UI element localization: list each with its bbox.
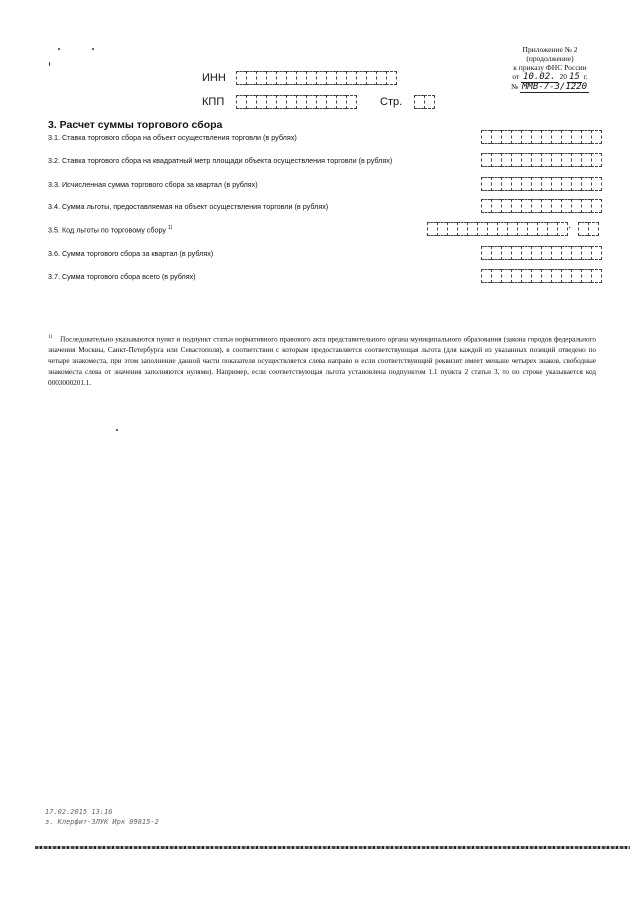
row-3-6-label: 3.6. Сумма торгового сбора за квартал (в рублях) <box>48 249 214 258</box>
page-number-label: Стр. <box>380 96 403 108</box>
row-3-5-footnote-ref: 1) <box>168 225 173 231</box>
row-3-7-cells[interactable] <box>481 269 602 282</box>
inn-label: ИНН <box>202 72 226 84</box>
appendix-reference <box>490 45 610 92</box>
appendix-line1: Приложение № 2 <box>522 45 578 54</box>
row-3-2-cells[interactable] <box>481 153 602 166</box>
appendix-date-handwritten: 10.02. <box>523 72 556 82</box>
appendix-date: от 10.02. 20 15 г. <box>512 72 588 82</box>
appendix-number: № ММВ-7-3/1220 <box>510 82 588 92</box>
row-3-3-label: 3.3. Исчисленная сумма торгового сбора за квартал (в рублях) <box>48 180 258 189</box>
row-3-4-label: 3.4. Сумма льготы, предоставляемая на объект осуществления торговли (в рублях) <box>48 202 329 211</box>
row-3-1-cells[interactable] <box>481 130 602 143</box>
appendix-line2: (продолжение) <box>526 54 574 63</box>
kpp-input-cells[interactable] <box>236 95 357 108</box>
row-3-5-label: 3.5. Код льготы по торговому сбору $^{1)}$ <box>48 225 173 235</box>
inn-input-cells[interactable] <box>236 71 397 84</box>
row-3-7-label: 3.7. Сумма торгового сбора всего (в рублях) <box>48 272 196 281</box>
row-3-6-cells[interactable] <box>481 246 602 259</box>
print-stamp-date: 17.02.2015 13:16 <box>45 808 113 816</box>
row-3-4-cells[interactable] <box>481 199 602 212</box>
page-number-cells[interactable] <box>414 95 435 108</box>
kpp-label: КПП <box>202 96 225 108</box>
row-3-5-subcode-cells[interactable] <box>578 222 599 235</box>
print-stamp-source: з. Клерфит-ЗЛУК Ирк 09815-2 <box>45 818 159 826</box>
row-3-5-separator: · <box>568 223 572 234</box>
row-3-1-label: 3.1. Ставка торгового сбора на объект осуществления торговли (в рублях) <box>48 133 297 142</box>
row-3-5-code-cells[interactable] <box>427 222 568 235</box>
scan-speck <box>92 48 94 50</box>
footnote-mark: 1) <box>48 335 53 340</box>
appendix-line3: к приказу ФНС России <box>513 63 587 72</box>
scan-speck <box>58 48 60 50</box>
scan-speck <box>49 62 50 66</box>
appendix-number-handwritten: ММВ-7-3/1220 <box>522 82 588 92</box>
section-title: 3. Расчет суммы торгового сбора <box>48 119 223 131</box>
scan-edge-bar <box>35 846 630 849</box>
row-3-2-label: 3.2. Ставка торгового сбора на квадратный метр площади объекта осуществления торговли (в рублях) <box>48 156 393 165</box>
footnote-text: $^{1)}$ Последовательно указываются пункт и подпункт статьи нормативного правового акта представительного органа муниципального образования (закона городов федерального значения Москвы, Санкт-Петербурга или Севастополя), в соответствии с которым предоставляется соответствующая льгота (для каждой из указанных позиций отведено по четыре знакоместа, при этом заполнение данной части показателя осуществляется слева направо и если соответствующий реквизит имеет меньше четырех знаков, свободные знакоместа слева от значения заполняются нулями). Например, если соответствующая льгота установлена подпунктом 1.1 пункта 2 статьи 3, то по строке указывается код 0003000201.1. <box>48 335 596 388</box>
row-3-3-cells[interactable] <box>481 177 602 190</box>
scan-speck <box>116 429 118 431</box>
